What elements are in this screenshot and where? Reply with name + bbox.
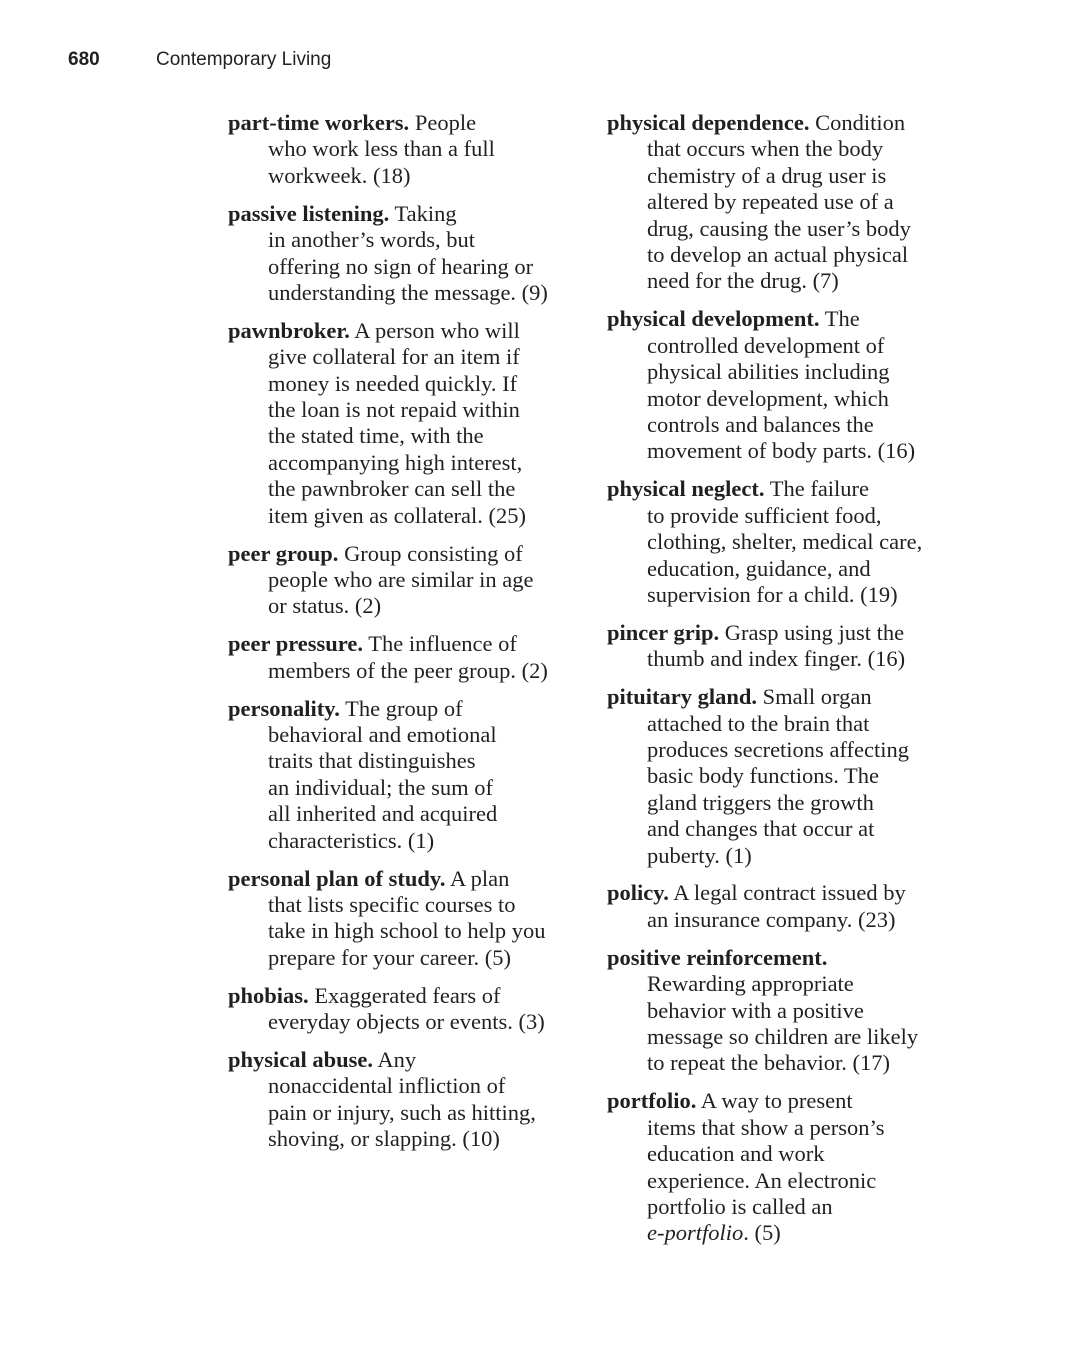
definition-line: traits that distinguishes (268, 748, 476, 774)
definition-line: basic body functions. The (647, 763, 880, 789)
entry-first-line (228, 318, 588, 344)
definition-text: Exaggerated fears of (308, 982, 501, 1008)
definition-line: shoving, or slapping. (10) (268, 1126, 500, 1152)
glossary-entry (228, 631, 588, 684)
definition-line: puberty. (1) (647, 842, 752, 868)
definition-line: education and work (647, 1141, 825, 1167)
definition-text: A way to present (696, 1088, 853, 1114)
definition-line: an insurance company. (23) (647, 906, 896, 932)
glossary-term: phobias. (228, 982, 309, 1008)
definition-line: movement of body parts. (16) (647, 438, 916, 464)
definition-line (607, 1220, 977, 1246)
definition-line: an individual; the sum of (268, 774, 493, 800)
definition-line: to provide sufficient food, (647, 502, 882, 528)
definition-line: in another’s words, but (268, 227, 476, 253)
glossary-term: peer pressure. (228, 631, 363, 657)
glossary-column-right (607, 110, 977, 1258)
definition-line: pain or injury, such as hitting, (268, 1099, 536, 1125)
glossary-term: passive listening. (228, 200, 390, 226)
definition-line: items that show a person’s (647, 1114, 885, 1140)
glossary-term: policy. (607, 880, 669, 906)
glossary-term: pituitary gland. (607, 684, 758, 710)
chapter-reference: . (5) (743, 1220, 781, 1246)
definition-line: understanding the message. (9) (268, 279, 548, 305)
glossary-term: physical dependence. (607, 110, 810, 135)
definition-line: physical abilities including (647, 359, 890, 385)
definition-line: the pawnbroker can sell the (268, 476, 516, 502)
definition-line: chemistry of a drug user is (647, 162, 887, 188)
glossary-term: pawnbroker. (228, 317, 350, 343)
definition-line: drug, causing the user’s body (647, 215, 911, 241)
entry-first-line (607, 880, 977, 906)
definition-line: item given as collateral. (25) (268, 502, 527, 528)
definition-line: supervision for a child. (19) (647, 581, 898, 607)
definition-line: thumb and index finger. (16) (647, 646, 906, 672)
definition-line: attached to the brain that (647, 710, 870, 736)
definition-text: Group consisting of (338, 540, 523, 566)
entry-first-line (228, 696, 588, 722)
glossary-term: physical neglect. (607, 476, 765, 502)
running-title: Contemporary Living (156, 49, 332, 70)
definition-line: that lists specific courses to (268, 891, 516, 917)
page-number: 680 (68, 49, 100, 70)
definition-text: The influence of (363, 631, 517, 657)
entry-first-line (607, 476, 977, 502)
entry-first-line (607, 620, 977, 646)
definition-line: to repeat the behavior. (17) (647, 1050, 891, 1076)
definition-text: A person who will (349, 317, 520, 343)
definition-line: altered by repeated use of a (647, 189, 894, 215)
definition-text: Condition (809, 110, 906, 135)
definition-line: nonaccidental infliction of (268, 1073, 506, 1099)
definition-line: behavior with a positive (647, 997, 864, 1023)
definition-line: produces secretions affecting (647, 736, 909, 762)
entry-first-line (228, 983, 588, 1009)
glossary-entry (228, 696, 588, 854)
italic-term: e-portfolio (647, 1220, 744, 1246)
definition-line: characteristics. (1) (268, 827, 435, 853)
glossary-entry (607, 620, 977, 673)
glossary-entry (228, 1047, 588, 1153)
glossary-term: peer group. (228, 540, 339, 566)
glossary-entry (607, 110, 977, 295)
definition-line: gland triggers the growth (647, 789, 874, 815)
entry-first-line (228, 541, 588, 567)
definition-line: that occurs when the body (647, 136, 884, 162)
glossary-entry (607, 880, 977, 933)
entry-first-line (228, 1047, 588, 1073)
glossary-term: positive reinforcement. (607, 944, 828, 970)
entry-first-line (228, 110, 588, 136)
glossary-entry (228, 983, 588, 1036)
definition-line: who work less than a full (268, 136, 495, 162)
glossary-column-left (228, 110, 588, 1164)
definition-text: The failure (764, 476, 870, 502)
entry-first-line (607, 684, 977, 710)
definition-line: money is needed quickly. If (268, 370, 518, 396)
definition-line: workweek. (18) (268, 162, 411, 188)
definition-line: education, guidance, and (647, 555, 871, 581)
glossary-entry (228, 541, 588, 620)
entry-first-line (228, 201, 588, 227)
glossary-term: physical development. (607, 306, 820, 332)
definition-line: the loan is not repaid within (268, 397, 520, 423)
definition-line: need for the drug. (7) (647, 268, 839, 294)
definition-line: the stated time, with the (268, 423, 484, 449)
entry-first-line (607, 945, 977, 971)
glossary-entry (607, 476, 977, 608)
definition-line: give collateral for an item if (268, 344, 520, 370)
glossary-entry (228, 866, 588, 972)
glossary-term: personality. (228, 695, 340, 721)
glossary-entry (607, 945, 977, 1077)
definition-line: offering no sign of hearing or (268, 253, 534, 279)
glossary-entry (228, 318, 588, 529)
glossary-entry (607, 684, 977, 869)
glossary-term: physical abuse. (228, 1047, 374, 1072)
definition-line: message so children are likely (647, 1024, 919, 1049)
definition-line: experience. An electronic (647, 1167, 877, 1193)
definition-line: motor development, which (647, 385, 889, 411)
glossary-term: personal plan of study. (228, 865, 446, 891)
definition-line: everyday objects or events. (3) (268, 1009, 545, 1035)
definition-text: A legal contract issued by (668, 880, 906, 906)
definition-line: prepare for your career. (5) (268, 944, 511, 970)
definition-line: take in high school to help you (268, 918, 546, 944)
definition-text: A plan (445, 865, 510, 891)
definition-line: clothing, shelter, medical care, (647, 529, 923, 555)
glossary-term: portfolio. (607, 1088, 697, 1114)
definition-line: and changes that occur at (647, 816, 875, 842)
definition-text: Any (373, 1047, 417, 1072)
definition-line: behavioral and emotional (268, 722, 497, 748)
glossary-term: pincer grip. (607, 619, 720, 645)
entry-first-line (228, 866, 588, 892)
glossary-entry (228, 201, 588, 307)
definition-line: people who are similar in age (268, 567, 534, 592)
entry-first-line (607, 306, 977, 332)
definition-text: People (409, 110, 477, 135)
entry-first-line (607, 110, 977, 136)
glossary-entry (607, 306, 977, 464)
definition-line: or status. (2) (268, 593, 382, 619)
page-header (68, 48, 331, 72)
definition-line: Rewarding appropriate (647, 971, 854, 997)
definition-text: Small organ (757, 684, 872, 710)
definition-line: controls and balances the (647, 411, 874, 437)
definition-text: The (819, 306, 860, 332)
definition-text: The group of (339, 695, 463, 721)
glossary-term: part-time workers. (228, 110, 410, 135)
definition-text: Grasp using just the (719, 619, 905, 645)
definition-line: to develop an actual physical (647, 242, 909, 268)
definition-line: accompanying high interest, (268, 449, 523, 475)
glossary-entry (607, 1088, 977, 1246)
entry-first-line (228, 631, 588, 657)
entry-first-line (607, 1088, 977, 1114)
definition-line: controlled development of (647, 332, 885, 358)
definition-line: all inherited and acquired (268, 801, 498, 827)
definition-line: members of the peer group. (2) (268, 657, 548, 683)
definition-line: portfolio is called an (647, 1193, 833, 1219)
glossary-entry (228, 110, 588, 189)
definition-text: Taking (389, 200, 457, 226)
